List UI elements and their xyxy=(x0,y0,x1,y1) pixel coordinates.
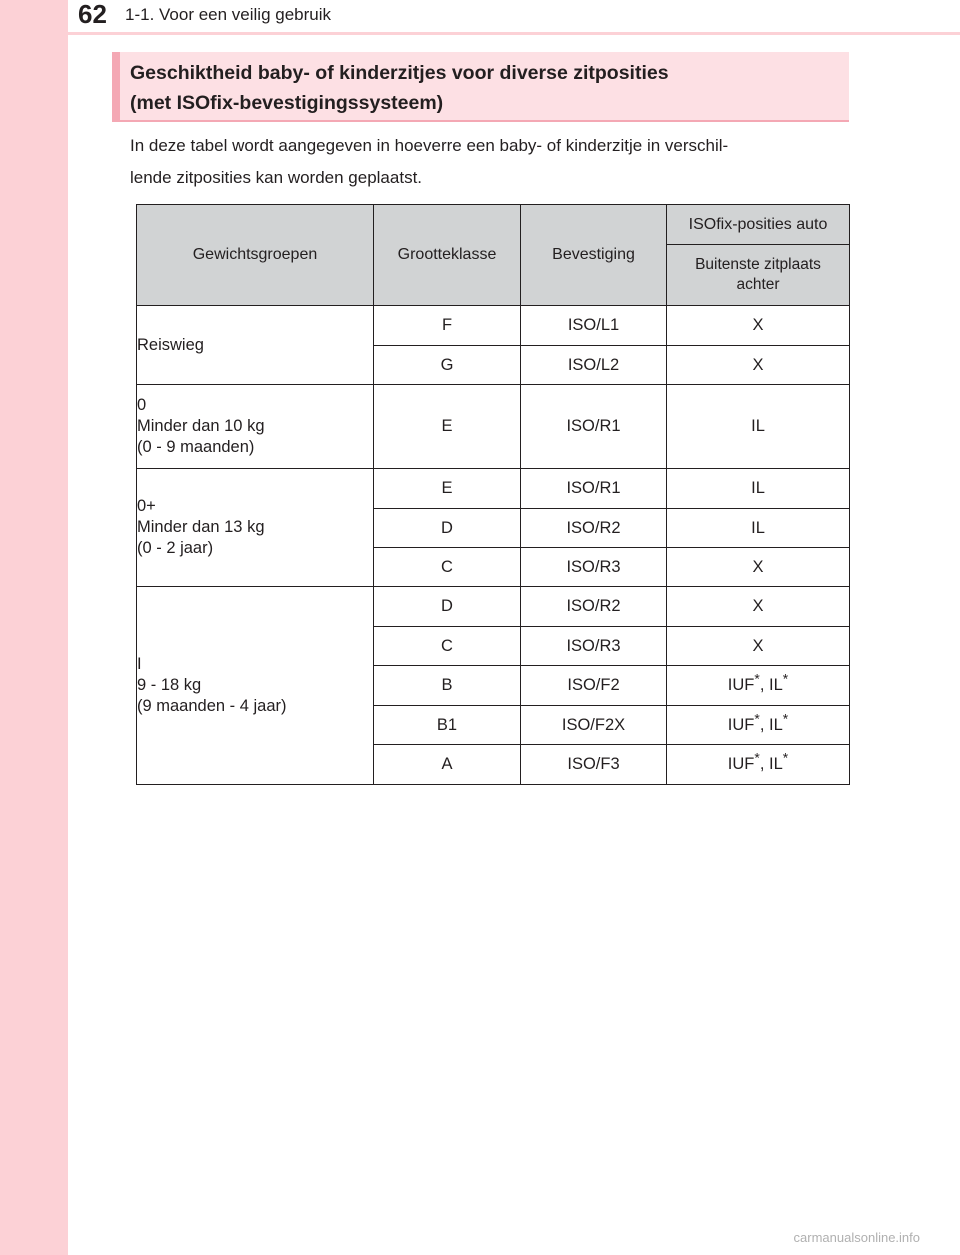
result-cell: IL xyxy=(667,469,850,509)
group-1 xyxy=(137,587,374,785)
size-cell: A xyxy=(374,745,521,785)
result-iuf: IUF xyxy=(727,676,755,694)
header-outer-rear-line-2: achter xyxy=(736,276,780,293)
footnote-star: * xyxy=(782,749,789,766)
fixture-cell: ISO/R2 xyxy=(521,587,667,627)
size-cell: D xyxy=(374,587,521,627)
intro-paragraph xyxy=(130,130,850,194)
chapter-title: 1-1. Voor een veilig gebruik xyxy=(125,5,332,24)
group-0 xyxy=(137,385,374,469)
section-title xyxy=(130,58,840,118)
fixture-cell: ISO/F2X xyxy=(521,706,667,745)
result-cell xyxy=(667,745,850,785)
fixture-cell: ISO/F3 xyxy=(521,745,667,785)
size-cell: D xyxy=(374,509,521,548)
result-cell: X xyxy=(667,587,850,627)
fixture-cell: ISO/R3 xyxy=(521,627,667,666)
result-iuf: IUF xyxy=(727,715,755,734)
result-cell: X xyxy=(667,548,850,587)
size-cell: F xyxy=(374,306,521,346)
footnote-star: * xyxy=(782,710,789,726)
group-0-plus-class: 0+ xyxy=(137,497,156,515)
fixture-cell: ISO/R1 xyxy=(521,469,667,509)
fixture-cell: ISO/L2 xyxy=(521,346,667,385)
intro-line-2: lende zitposities kan worden geplaatst. xyxy=(130,168,423,187)
size-cell: E xyxy=(374,385,521,469)
size-cell: E xyxy=(374,469,521,509)
page-margin-strip xyxy=(0,0,68,1255)
group-1-class: I xyxy=(137,655,142,673)
section-title-line-1: Geschiktheid baby- of kinderzitjes voor diverse zitposities xyxy=(130,62,669,84)
result-cell xyxy=(667,706,850,745)
table-row xyxy=(137,306,850,346)
group-1-weight: 9 - 18 kg xyxy=(137,676,202,694)
result-cell: X xyxy=(667,306,850,346)
size-cell: B1 xyxy=(374,706,521,745)
header-size-class: Grootteklasse xyxy=(374,205,521,306)
result-cell: IL xyxy=(667,385,850,469)
footnote-star: * xyxy=(754,749,760,766)
fixture-cell: ISO/R2 xyxy=(521,509,667,548)
result-il: IL xyxy=(769,676,783,694)
section-heading-accent xyxy=(112,52,120,122)
footnote-star: * xyxy=(782,670,789,687)
group-0-plus-age: (0 - 2 jaar) xyxy=(137,539,214,557)
section-title-line-2: (met ISOfix-bevestigingssysteem) xyxy=(130,92,444,114)
footnote-star: * xyxy=(754,670,760,687)
group-0-age: (0 - 9 maanden) xyxy=(137,438,255,456)
size-cell: C xyxy=(374,627,521,666)
fixture-cell: ISO/R1 xyxy=(521,385,667,469)
fixture-cell: ISO/F2 xyxy=(521,666,667,706)
result-cell xyxy=(667,666,850,706)
table-row xyxy=(137,469,850,509)
header-outer-rear-line-1: Buitenste zitplaats xyxy=(695,256,821,273)
group-0-weight: Minder dan 10 kg xyxy=(137,417,265,435)
fixture-cell: ISO/R3 xyxy=(521,548,667,587)
table-row xyxy=(137,587,850,627)
fixture-cell: ISO/L1 xyxy=(521,306,667,346)
group-0-plus-weight: Minder dan 13 kg xyxy=(137,518,265,536)
result-il: IL xyxy=(769,755,783,773)
result-cell: X xyxy=(667,627,850,666)
result-separator: , xyxy=(759,715,769,734)
watermark-text: carmanualsonline.info xyxy=(793,1230,920,1245)
footnote-star: * xyxy=(754,710,760,726)
result-separator: , xyxy=(759,676,769,694)
size-cell: B xyxy=(374,666,521,706)
table-row xyxy=(137,385,850,469)
result-cell: IL xyxy=(667,509,850,548)
result-separator: , xyxy=(759,755,769,773)
result-cell: X xyxy=(667,346,850,385)
result-iuf: IUF xyxy=(727,755,755,773)
group-0-class: 0 xyxy=(137,396,147,414)
size-cell: C xyxy=(374,548,521,587)
group-1-age: (9 maanden - 4 jaar) xyxy=(137,697,287,715)
result-il: IL xyxy=(769,715,783,734)
header-isofix-positions: ISOfix-posities auto xyxy=(667,205,850,245)
size-cell: G xyxy=(374,346,521,385)
isofix-suitability-table xyxy=(136,204,850,785)
header-rule xyxy=(0,32,960,35)
header-outer-rear-seat xyxy=(667,245,850,306)
header-fixture: Bevestiging xyxy=(521,205,667,306)
page-number: 62 xyxy=(78,0,107,29)
group-0-plus xyxy=(137,469,374,587)
intro-line-1: In deze tabel wordt aangegeven in hoeverre een baby- of kinderzitje in verschil- xyxy=(130,136,729,155)
group-carrycot: Reiswieg xyxy=(137,306,374,385)
header-weight-groups: Gewichtsgroepen xyxy=(137,205,374,306)
